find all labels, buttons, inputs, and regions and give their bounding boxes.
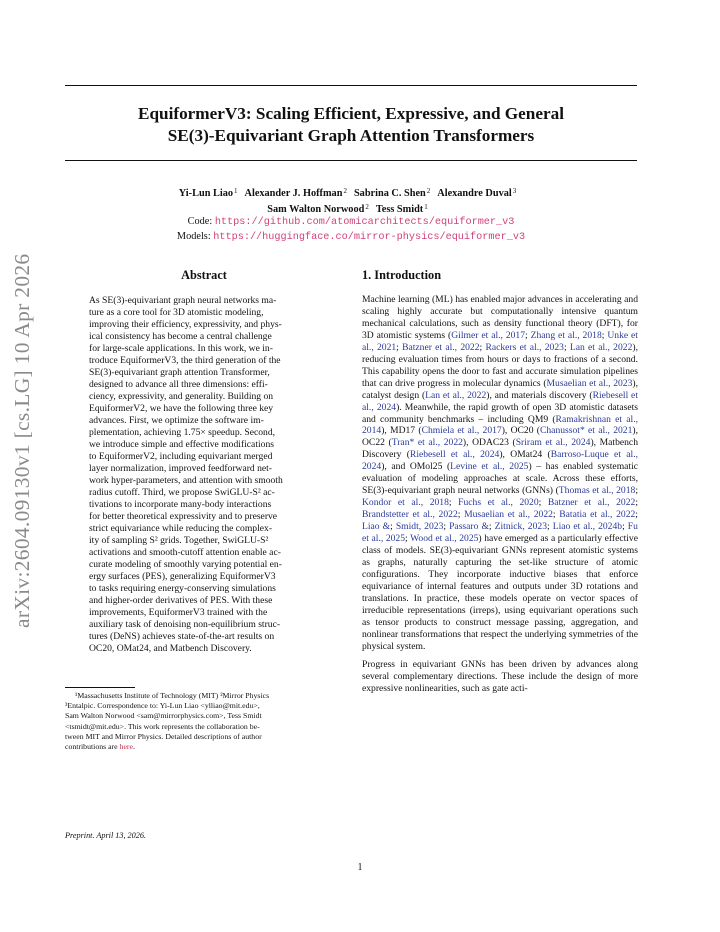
title-bottom-rule bbox=[65, 160, 637, 161]
abstract-line: work hyper-parameters, and attention with smooth bbox=[89, 474, 283, 486]
models-link[interactable]: https://huggingface.co/mirror-physics/equiformer_v3 bbox=[213, 231, 526, 243]
abstract-line: EquiformerV2, we have the following three key bbox=[89, 402, 274, 414]
abstract-line: radius cutoff. Third, we propose SwiGLU-S² ac- bbox=[89, 486, 275, 498]
title-line-1: EquiformerV3: Scaling Efficient, Expressive, and General bbox=[137, 104, 564, 123]
author-name: Yi-Lun Liao bbox=[178, 188, 234, 199]
author-name: Alexandre Duval bbox=[437, 188, 512, 199]
models-label: Models: bbox=[176, 230, 211, 242]
abstract-line: curate modeling of smoothly varying potential en- bbox=[89, 558, 282, 570]
footnote-line: <tsmidt@mit.edu>. This work represents the collaboration be- bbox=[65, 721, 260, 731]
abstract-line: for large-scale applications. In this work, we in- bbox=[89, 342, 273, 354]
footnote-text: . bbox=[133, 742, 135, 752]
abstract-line: OC20, OMat24, and Matbench Discovery. bbox=[89, 642, 252, 654]
abstract-line: to tasks requiring energy-conserving simulations bbox=[89, 582, 276, 594]
author-affiliation-mark: 2 bbox=[343, 187, 347, 195]
resource-links bbox=[65, 215, 637, 244]
abstract-line: we introduce simple and effective modifications bbox=[89, 438, 274, 450]
paper-title bbox=[65, 103, 637, 147]
author-affiliation-mark: 2 bbox=[365, 202, 369, 211]
author-affiliation-mark: 1 bbox=[234, 187, 238, 195]
code-label: Code: bbox=[187, 216, 213, 227]
abstract-line: troduce EquiformerV3, the third generation of the bbox=[89, 354, 281, 366]
author-name: Alexander J. Hoffman bbox=[244, 188, 343, 199]
abstract-line: activations and smooth-cutoff attention enable ac- bbox=[89, 546, 281, 558]
abstract-line: plementation, achieving 1.75× speedup. Second, bbox=[89, 426, 276, 438]
author-name: Tess Smidt bbox=[375, 203, 424, 215]
abstract-line: ciency, expressivity, and generality. Building on bbox=[89, 390, 274, 402]
abstract-line: to EquiformerV2, including equivariant merged bbox=[89, 450, 273, 462]
introduction-body bbox=[362, 294, 638, 694]
title-top-rule bbox=[65, 85, 637, 86]
abstract-line: As SE(3)-equivariant graph neural networks ma- bbox=[89, 295, 277, 306]
affiliation-footnote bbox=[65, 691, 343, 752]
abstract-line: SE(3)-equivariant graph attention Transformer, bbox=[89, 366, 270, 378]
page-number: 1 bbox=[357, 862, 363, 873]
author-line-1 bbox=[65, 185, 637, 201]
intro-paragraph-2: Progress in equivariant GNNs has been driven by advances along several complementary directions. These include the design of more expressive nonlinearities, such as gate acti- bbox=[362, 658, 638, 694]
footnote-line: ³Entalpic. Correspondence to: Yi-Lun Liao <ylliao@mit.edu>, bbox=[65, 701, 260, 711]
author-affiliation-mark: 2 bbox=[426, 187, 431, 195]
abstract-line: ture as a core tool for 3D atomistic modeling, bbox=[89, 306, 264, 318]
abstract-line: improving their efficiency, expressivity, and phys- bbox=[89, 318, 282, 330]
code-line bbox=[65, 215, 637, 230]
footnote-text: contributions are bbox=[65, 742, 120, 752]
abstract-line: ity of sampling S² grids. Together, SwiGLU-S² bbox=[89, 534, 269, 546]
author-list bbox=[65, 185, 637, 216]
models-line bbox=[65, 230, 637, 245]
abstract-line: for better theoretical expressivity and to preserve bbox=[89, 510, 278, 522]
abstract-line: and higher-order derivatives of PES. With these bbox=[89, 594, 273, 606]
abstract-line: tivations to incorporate many-body interactions bbox=[89, 498, 272, 510]
title-line-2: SE(3)-Equivariant Graph Attention Transformers bbox=[167, 126, 535, 145]
author-line-2 bbox=[65, 201, 637, 217]
abstract-line: strict equivariance while reducing the complex- bbox=[89, 522, 273, 534]
abstract-line: ergy surfaces (PES), generalizing EquiformerV3 bbox=[89, 570, 276, 582]
footnote-rule bbox=[65, 687, 135, 688]
abstract-line: improvements, EquiformerV3 trained with the bbox=[89, 606, 268, 618]
abstract-heading: Abstract bbox=[181, 268, 227, 282]
author-name: Sabrina C. Shen bbox=[353, 188, 426, 199]
author-affiliation-mark: 3 bbox=[512, 187, 517, 195]
abstract-line: ical consistency has become a central challenge bbox=[89, 330, 272, 342]
author-affiliation-mark: 1 bbox=[424, 202, 428, 211]
footnote-line: tween MIT and Mirror Physics. Detailed descriptions of author bbox=[65, 731, 262, 741]
abstract-line: advances. First, we optimize the software im- bbox=[89, 414, 264, 426]
footnote-line: ¹Massachusetts Institute of Technology (MIT) ²Mirror Physics bbox=[75, 691, 270, 700]
abstract-line: tures (DeNS) achieves state-of-the-art results on bbox=[89, 630, 275, 642]
preprint-note: Preprint. April 13, 2026. bbox=[65, 831, 146, 840]
abstract-body bbox=[89, 295, 321, 655]
abstract-line: auxiliary task of denoising non-equilibrium struc- bbox=[89, 618, 281, 630]
arxiv-stamp: arXiv:2604.09130v1 [cs.LG] 10 Apr 2026 bbox=[10, 253, 34, 628]
contributions-link[interactable]: here bbox=[119, 742, 133, 752]
abstract-line: designed to advance all three dimensions: effi- bbox=[89, 378, 268, 390]
intro-paragraph-1: Machine learning (ML) has enabled major advances in accelerating and scaling highly accurate but computationally intensive quantum mechanical calculations, such as density functional theory (DFT), for 3D atomistic systems (Gilmer et al., 2017; Zhang et al., 2018; Unke et al., 2021; Batzner et al., 2022; Rackers et al., 2023; Lan et al., 2022), reducing evaluation times from hours or days to fractions of a second. This capability opens the door to fast and accurate simulation pipelines that can drive progress in molecular dynamics (Musaelian et al., 2023), catalyst design (Lan et al., 2022), and materials discovery (Riebesell et al., 2024). Meanwhile, the rapid growth of open 3D atomistic datasets and community benchmarks – including QM9 (Ramakrishnan et al., 2014), MD17 (Chmiela et al., 2017), OC20 (Chanussot* et al., 2021), OC22 (Tran* et al., 2022), ODAC23 (Sriram et al., 2024), Matbench Discovery (Riebesell et al., 2024), OMat24 (Barroso-Luque et al., 2024), and OMol25 (Levine et al., 2025) – has enabled systematic evaluation of modeling approaches at scale. Across these efforts, SE(3)-equivariant graph neural networks (GNNs) (Thomas et al., 2018; Kondor et al., 2018; Fuchs et al., 2020; Batzner et al., 2022; Brandstetter et al., 2022; Musaelian et al., 2022; Batatia et al., 2022; Liao &; Smidt, 2023; Passaro &; Zitnick, 2023; Liao et al., 2024b; Fu et al., 2025; Wood et al., 2025) have emerged as a particularly effective class of models. SE(3)-equivariant GNNs represent atomistic systems as graphs, naturally capturing the set-like structure of atomic configurations. They incorporate inductive biases that enforce equivariance of internal features and outputs under 3D rotations and translations. In practice, these models operate on vector spaces of irreducible representations (irreps), using equivariant operations such as tensor products to construct message passing, aggregation, and nonlinear transformations that respect the underlying symmetries of the physical system. bbox=[362, 294, 639, 652]
author-name: Sam Walton Norwood bbox=[267, 203, 365, 215]
introduction-heading: 1. Introduction bbox=[362, 268, 442, 282]
footnote-line bbox=[65, 742, 343, 752]
abstract-line: layer normalization, improved feedforward net- bbox=[89, 462, 273, 474]
code-link[interactable]: https://github.com/atomicarchitects/equiformer_v3 bbox=[214, 217, 515, 228]
footnote-line: Sam Walton Norwood <sam@mirrorphysics.com>, Tess Smidt bbox=[65, 711, 262, 721]
